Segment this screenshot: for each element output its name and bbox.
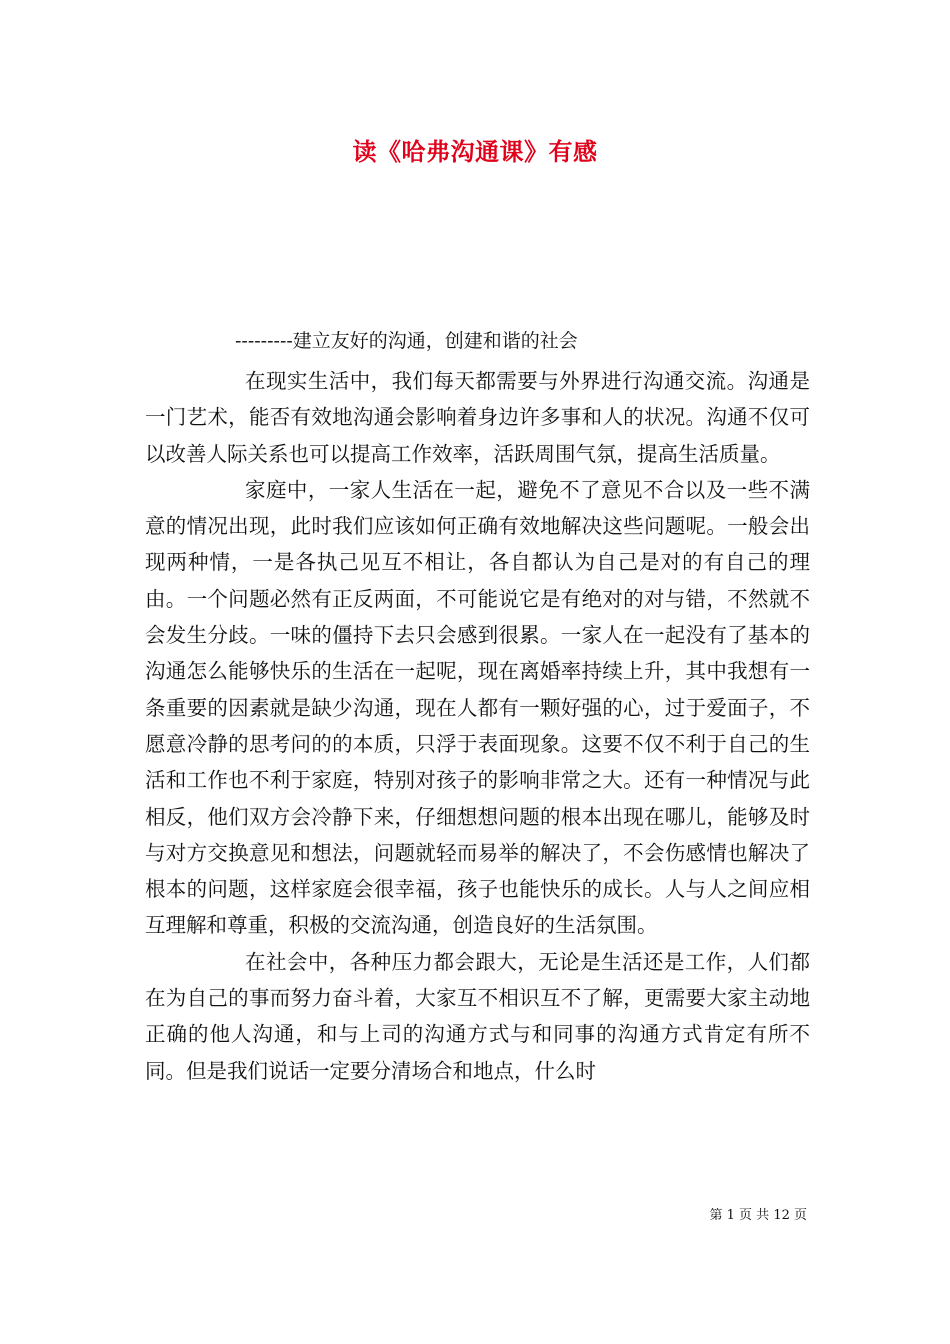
- document-title: 读《哈弗沟通课》有感: [352, 137, 598, 166]
- page-number-footer: 第 1 页 共 12 页: [709, 1208, 807, 1223]
- paragraph: 家庭中，一家人生活在一起，避免不了意见不合以及一些不满意的情况出现，此时我们应该如何正确有效地解决这些问题呢。一般会出现两种情，一是各执己见互不相让，各自都认为自己是对的有自己的理由。一个问题必然有正反两面，不可能说它是有绝对的对与错，不然就不会发生分歧。一味的僵持下去只会感到很累。一家人在一起没有了基本的沟通怎么能够快乐的生活在一起呢，现在离婚率持续上升，其中我想有一条重要的因素就是缺少沟通，现在人都有一颗好强的心，过于爱面子，不愿意冷静的思考问的的本质，只浮于表面现象。这要不仅不利于自己的生活和工作也不利于家庭，特别对孩子的影响非常之大。还有一种情况与此相反，他们双方会冷静下来，仔细想想问题的根本出现在哪儿，能够及时与对方交换意见和想法，问题就轻而易举的解决了，不会伤感情也解决了根本的问题，这样家庭会很幸福，孩子也能快乐的成长。人与人之间应相互理解和尊重，积极的交流沟通，创造良好的生活氛围。: [145, 477, 810, 938]
- document-body: [145, 363, 810, 1089]
- paragraph: 在现实生活中，我们每天都需要与外界进行沟通交流。沟通是一门艺术，能否有效地沟通会影响着身边许多事和人的状况。沟通不仅可以改善人际关系也可以提高工作效率，活跃周围气氛，提高生活质量。: [145, 369, 810, 466]
- paragraph: 在社会中，各种压力都会跟大，无论是生活还是工作，人们都在为自己的事而努力奋斗着，大家互不相识互不了解，更需要大家主动地正确的他人沟通，和与上司的沟通方式与和同事的沟通方式肯定有所不同。但是我们说话一定要分清场合和地点，什么时: [145, 949, 810, 1083]
- document-subtitle: ---------建立友好的沟通，创建和谐的社会: [235, 330, 578, 352]
